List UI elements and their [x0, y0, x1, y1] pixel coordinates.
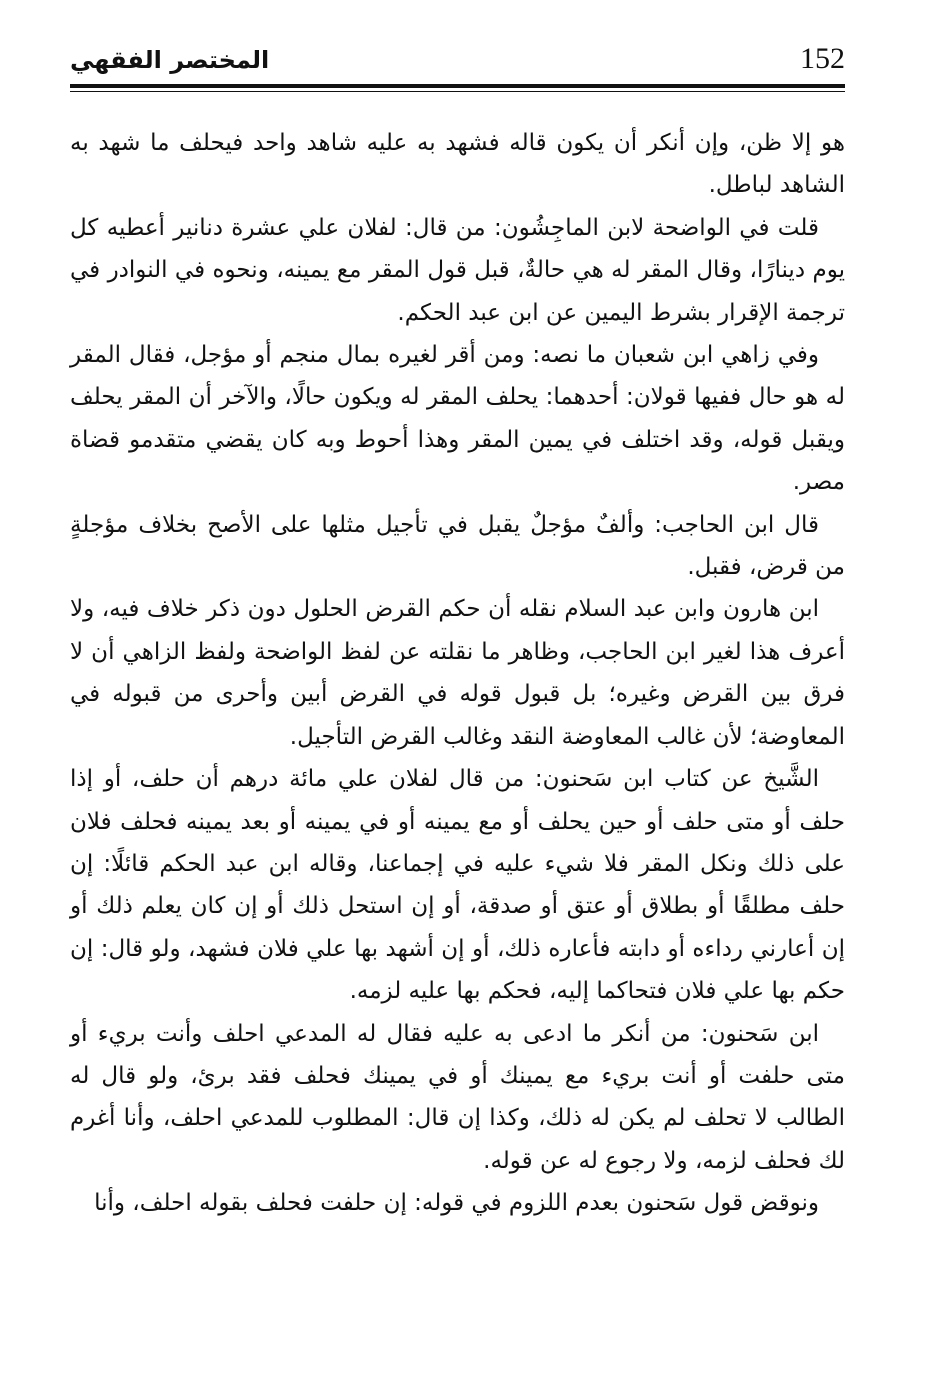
paragraph: وفي زاهي ابن شعبان ما نصه: ومن أقر لغيره بمال منجم أو مؤجل، فقال المقر له هو حال ففيها قولان: أحدهما: يحلف المقر له ويكون حالًا، والآخر أن المقر يحلف ويقبل قوله، وقد اختلف في يمين المقر وهذا أحوط وبه كان يقضي متقدمو قضاة مصر.	[70, 342, 845, 496]
body-text	[70, 122, 845, 1225]
paragraph: قال ابن الحاجب: وألفٌ مؤجلٌ يقبل في تأجيل مثلها على الأصح بخلاف مؤجلةٍ من قرض، فقبل.	[70, 511, 845, 581]
paragraph: ابن سَحنون: من أنكر ما ادعى به عليه فقال له المدعي احلف وأنت بريء أو متى حلفت أو أنت بريء مع يمينك أو في يمينك فحلف فقد برئ، ولو قال له الطالب لا تحلف لم يكن له ذلك، وكذا إن قال: المطلوب للمدعي احلف، وأنا أغرم لك فحلف لزمه، ولا رجوع له عن قوله.	[70, 1020, 845, 1174]
page	[70, 36, 845, 1366]
page-number: 152	[800, 42, 845, 75]
paragraph: ابن هارون وابن عبد السلام نقله أن حكم القرض الحلول دون ذكر خلاف فيه، ولا أعرف هذا لغير ابن الحاجب، وظاهر ما نقلته عن لفظ الواضحة ولفظ الزاهي أن لا فرق بين القرض وغيره؛ بل قبول قوله في القرض أبين وأحرى من قبوله في المعاوضة؛ لأن غالب المعاوضة النقد وغالب القرض التأجيل.	[70, 596, 845, 750]
paragraph: قلت في الواضحة لابن الماجِشُون: من قال: لفلان علي عشرة دنانير أعطيه كل يوم دينارًا، وقال المقر له هي حالةٌ، قبل قول المقر مع يمينه، ونحوه في النوادر في ترجمة الإقرار بشرط اليمين عن ابن عبد الحكم.	[70, 214, 845, 326]
paragraph: الشَّيخ عن كتاب ابن سَحنون: من قال لفلان علي مائة درهم أن حلف، أو إذا حلف أو متى حلف أو حين يحلف أو مع يمينه أو في يمينه أو بعد يمينه فحلف فلان على ذلك ونكل المقر فلا شيء عليه في إجماعنا، وقاله ابن عبد الحكم قائلًا: إن حلف مطلقًا أو بطلاق أو عتق أو صدقة، أو إن استحل ذلك أو إن كان يعلم ذلك أو إن أعارني رداءه أو دابته فأعاره ذلك، أو إن أشهد بها علي فلان فشهد، ولو قال: إن حكم بها علي فلان فتحاكما إليه، فحكم بها عليه لزمه.	[70, 766, 845, 1005]
paragraph: هو إلا ظن، وإن أنكر أن يكون قاله فشهد به عليه شاهد واحد فيحلف ما شهد به الشاهد لباطل.	[70, 130, 845, 199]
header-rule-thick	[70, 84, 845, 88]
page-header	[70, 36, 845, 82]
header-rule-thin	[70, 91, 845, 92]
paragraph: ونوقض قول سَحنون بعدم اللزوم في قوله: إن حلفت فحلف بقوله احلف، وأنا	[94, 1190, 819, 1217]
running-title: المختصر الفقهي	[70, 46, 270, 74]
